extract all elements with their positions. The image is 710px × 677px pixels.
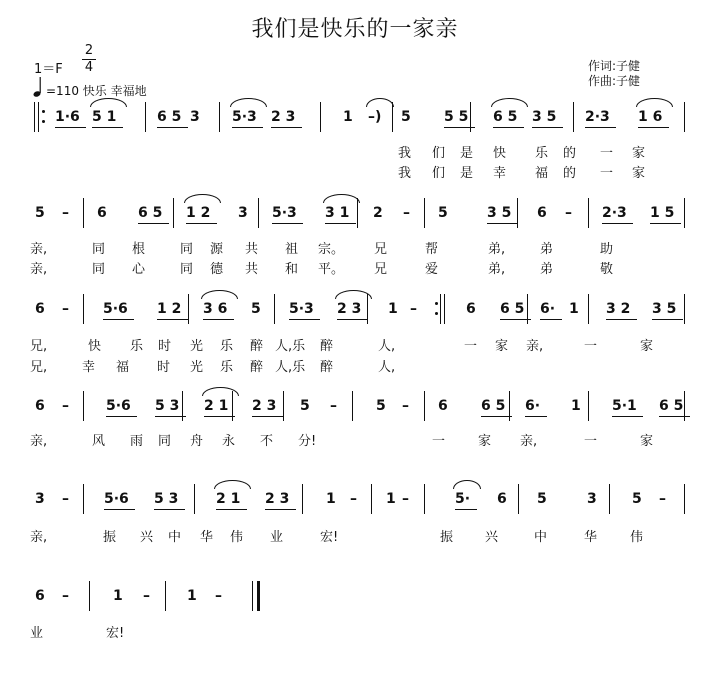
key-signature: 1＝F	[34, 62, 63, 77]
note: 2 3	[265, 491, 290, 507]
note: 1	[113, 588, 123, 604]
lyric: 同	[158, 434, 172, 449]
lyric: 一	[584, 339, 598, 354]
note: 2 1	[204, 398, 229, 414]
note: 6·	[540, 301, 556, 317]
lyric: 雨	[130, 434, 144, 449]
lyric: 人,乐	[275, 339, 306, 354]
lyric: 乐	[130, 339, 144, 354]
lyric: 们	[432, 166, 446, 181]
note: 2 3	[271, 109, 296, 125]
bar-line	[34, 102, 35, 132]
composer-credit: 作曲:子健	[588, 74, 641, 88]
lyric: 快	[88, 339, 102, 354]
slur	[366, 98, 394, 107]
lyric: 弟	[540, 262, 554, 277]
eighth-beam	[602, 223, 633, 224]
lyric: 不	[260, 434, 274, 449]
eighth-beam	[138, 223, 169, 224]
bar-line	[320, 102, 321, 132]
note: 5·6	[106, 398, 131, 414]
note: –	[403, 205, 410, 221]
note: –	[143, 588, 150, 604]
note: 3 5	[487, 205, 512, 221]
bar-line	[145, 102, 146, 132]
slur	[636, 98, 673, 107]
eighth-beam	[55, 127, 86, 128]
lyric: 我	[398, 146, 412, 161]
note: –	[402, 491, 409, 507]
note: 6	[497, 491, 507, 507]
lyric: 的	[563, 146, 577, 161]
lyric: 亲,	[30, 262, 48, 277]
bar-line	[258, 198, 259, 228]
note: 2 3	[252, 398, 277, 414]
lyric: 心	[132, 262, 146, 277]
note: 3 5	[652, 301, 677, 317]
eighth-beam	[532, 127, 563, 128]
eighth-beam	[455, 509, 477, 510]
note: 1	[326, 491, 336, 507]
note: –	[62, 205, 69, 221]
lyricist-credit: 作词:子健	[588, 59, 641, 73]
bar-line	[188, 294, 189, 324]
note: 5	[438, 205, 448, 221]
lyric: 是	[460, 166, 474, 181]
lyric: 亲,	[526, 339, 544, 354]
note: 3 2	[606, 301, 631, 317]
lyric: 亲,	[30, 530, 48, 545]
lyric: 同	[92, 242, 106, 257]
eighth-beam	[325, 223, 356, 224]
note: 5	[35, 205, 45, 221]
note: 6	[35, 588, 45, 604]
bar-line	[684, 391, 685, 421]
note: 5	[376, 398, 386, 414]
song-title: 我们是快乐的一家亲	[251, 17, 459, 42]
lyric: 亲,	[520, 434, 538, 449]
note: 1	[388, 301, 398, 317]
bar-line	[517, 198, 518, 228]
slur	[184, 194, 221, 203]
lyric: 光	[190, 360, 204, 375]
eighth-beam	[204, 416, 235, 417]
note: 3	[190, 109, 200, 125]
eighth-beam	[638, 127, 669, 128]
note: 1	[386, 491, 396, 507]
lyric: 兴	[485, 530, 499, 545]
slur	[214, 480, 251, 489]
lyric: 弟,	[488, 262, 506, 277]
lyric: 我	[398, 166, 412, 181]
lyric: 宏!	[106, 626, 125, 641]
bar-line	[252, 581, 253, 611]
lyric: 共	[245, 262, 259, 277]
eighth-beam	[265, 509, 296, 510]
eighth-beam	[650, 223, 681, 224]
note: 2 3	[337, 301, 362, 317]
bar-line	[38, 102, 39, 132]
lyric: 一	[584, 434, 598, 449]
lyric: 一	[600, 166, 614, 181]
bar-line	[424, 391, 425, 421]
eighth-beam	[289, 319, 320, 320]
bar-line	[283, 391, 284, 421]
note: 5 1	[92, 109, 117, 125]
bar-line	[588, 294, 589, 324]
note: 3	[35, 491, 45, 507]
eighth-beam	[216, 509, 247, 510]
note: 1	[187, 588, 197, 604]
eighth-beam	[652, 319, 683, 320]
tempo-marking: =110 快乐 幸福地	[46, 84, 147, 98]
note: 1 2	[157, 301, 182, 317]
bar-line	[518, 484, 519, 514]
bar-line	[684, 102, 685, 132]
lyric: 家	[632, 146, 646, 161]
lyric: 是	[460, 146, 474, 161]
note: 2·3	[585, 109, 610, 125]
slur	[323, 194, 360, 203]
lyric: 亲,	[30, 242, 48, 257]
eighth-beam	[203, 319, 234, 320]
lyric: 家	[632, 166, 646, 181]
bar-line	[609, 484, 610, 514]
lyric: 和	[285, 262, 299, 277]
note: 1 2	[186, 205, 211, 221]
repeat-dot	[435, 302, 438, 305]
lyric: 一	[432, 434, 446, 449]
slur	[491, 98, 528, 107]
note: 1 6	[638, 109, 663, 125]
note: –	[659, 491, 666, 507]
lyric: 的	[563, 166, 577, 181]
bar-line	[219, 102, 220, 132]
bar-line	[352, 391, 353, 421]
note: –	[62, 491, 69, 507]
eighth-beam	[157, 127, 188, 128]
lyric: 兄	[374, 262, 388, 277]
note: –	[565, 205, 572, 221]
bar-line	[302, 484, 303, 514]
note: 6	[537, 205, 547, 221]
bar-line	[470, 102, 471, 132]
slur	[201, 290, 238, 299]
note: 5 3	[155, 398, 180, 414]
lyric: 德	[210, 262, 224, 277]
lyric: 乐	[220, 339, 234, 354]
lyric: 亲,	[30, 434, 48, 449]
bar-line	[194, 484, 195, 514]
lyric: 家	[640, 434, 654, 449]
time-signature	[82, 44, 96, 75]
lyric: 同	[180, 242, 194, 257]
lyric: 同	[180, 262, 194, 277]
lyric: 们	[432, 146, 446, 161]
bar-line	[684, 294, 685, 324]
note: 5	[251, 301, 261, 317]
bar-line	[173, 198, 174, 228]
eighth-beam	[103, 319, 134, 320]
note: 1 5	[650, 205, 675, 221]
lyric: 中	[534, 530, 548, 545]
note: –	[402, 398, 409, 414]
bar-line	[83, 198, 84, 228]
lyric: 风	[92, 434, 106, 449]
eighth-beam	[337, 319, 368, 320]
lyric: 伟	[230, 530, 244, 545]
bar-line	[684, 198, 685, 228]
note: –	[350, 491, 357, 507]
note: 6 5	[481, 398, 506, 414]
eighth-beam	[487, 223, 518, 224]
note: 6 5	[659, 398, 684, 414]
note: 5	[632, 491, 642, 507]
lyric: 振	[103, 530, 117, 545]
note: 1	[571, 398, 581, 414]
note: –	[215, 588, 222, 604]
lyric: 宗。	[318, 242, 345, 257]
lyric: 弟,	[488, 242, 506, 257]
lyric: 根	[132, 242, 146, 257]
lyric: 业	[270, 530, 284, 545]
lyric: 光	[190, 339, 204, 354]
bar-line	[573, 102, 574, 132]
lyric: 乐	[220, 360, 234, 375]
lyric: 幸	[493, 166, 507, 181]
lyric: 快	[493, 146, 507, 161]
eighth-beam	[606, 319, 637, 320]
slur	[202, 387, 239, 396]
lyric: 华	[200, 530, 214, 545]
note: 6	[97, 205, 107, 221]
bar-line	[89, 581, 90, 611]
bar-line	[165, 581, 166, 611]
note: 6	[35, 301, 45, 317]
note: –	[62, 588, 69, 604]
lyric: 同	[92, 262, 106, 277]
lyric: 幸	[82, 360, 96, 375]
lyric: 兴	[140, 530, 154, 545]
time-signature-top: 2	[84, 43, 94, 58]
lyric: 敬	[600, 262, 614, 277]
eighth-beam	[493, 127, 524, 128]
eighth-beam	[659, 416, 690, 417]
lyric: 宏!	[320, 530, 339, 545]
eighth-beam	[540, 319, 562, 320]
bar-line	[684, 484, 685, 514]
bar-line	[588, 391, 589, 421]
lyric: 弟	[540, 242, 554, 257]
repeat-dot	[42, 120, 45, 123]
note: –	[62, 301, 69, 317]
eighth-beam	[272, 223, 303, 224]
eighth-beam	[252, 416, 283, 417]
bar-line	[588, 198, 589, 228]
note: 1	[569, 301, 579, 317]
lyric: 醉	[320, 339, 334, 354]
note: 1	[343, 109, 353, 125]
lyric: 分!	[298, 434, 317, 449]
lyric: 业	[30, 626, 44, 641]
bar-line	[444, 294, 445, 324]
repeat-dot	[435, 312, 438, 315]
lyric: 人,	[378, 360, 396, 375]
eighth-beam	[92, 127, 123, 128]
eighth-beam	[186, 223, 217, 224]
note: 6	[438, 398, 448, 414]
lyric: 家	[640, 339, 654, 354]
note: 6 5	[157, 109, 182, 125]
lyric: 人,	[378, 339, 396, 354]
note: 5·3	[272, 205, 297, 221]
bar-line	[83, 294, 84, 324]
lyric: 振	[440, 530, 454, 545]
lyric: 一	[600, 146, 614, 161]
eighth-beam	[525, 416, 547, 417]
note: 5	[537, 491, 547, 507]
note: 5	[300, 398, 310, 414]
eighth-beam	[585, 127, 616, 128]
lyric: 共	[245, 242, 259, 257]
lyric: 时	[158, 339, 172, 354]
note: 2·3	[602, 205, 627, 221]
note: 3	[587, 491, 597, 507]
eighth-beam	[271, 127, 302, 128]
note: 3 6	[203, 301, 228, 317]
bar-line	[527, 294, 528, 324]
bar-line	[257, 581, 260, 611]
note: 5·6	[103, 301, 128, 317]
note: 6 5	[138, 205, 163, 221]
bar-line	[274, 294, 275, 324]
lyric: 中	[168, 530, 182, 545]
lyric: 祖	[285, 242, 299, 257]
lyric: 家	[495, 339, 509, 354]
slur	[335, 290, 372, 299]
bar-line	[83, 391, 84, 421]
lyric: 舟	[190, 434, 204, 449]
note: 5·3	[232, 109, 257, 125]
eighth-beam	[104, 509, 135, 510]
note: 6	[35, 398, 45, 414]
repeat-dot	[42, 110, 45, 113]
lyric: 华	[584, 530, 598, 545]
lyric: 醉	[250, 360, 264, 375]
lyric: 兄	[374, 242, 388, 257]
lyric: 兄,	[30, 360, 48, 375]
eighth-beam	[481, 416, 512, 417]
note: 6 5	[500, 301, 525, 317]
bar-line	[424, 484, 425, 514]
eighth-beam	[232, 127, 263, 128]
eighth-beam	[106, 416, 137, 417]
note: 3 1	[325, 205, 350, 221]
slur	[453, 480, 481, 489]
note: 6·	[525, 398, 541, 414]
bar-line	[371, 484, 372, 514]
lyric: 助	[600, 242, 614, 257]
lyric: 一	[464, 339, 478, 354]
note: 6	[466, 301, 476, 317]
lyric: 醉	[250, 339, 264, 354]
lyric: 兄,	[30, 339, 48, 354]
note: 5·3	[289, 301, 314, 317]
slur	[90, 98, 127, 107]
note: 5 5	[444, 109, 469, 125]
lyric: 帮	[425, 242, 439, 257]
note: –	[330, 398, 337, 414]
lyric: 伟	[630, 530, 644, 545]
bar-line	[440, 294, 441, 324]
note: 5 3	[154, 491, 179, 507]
lyric: 乐	[535, 146, 549, 161]
lyric: 家	[478, 434, 492, 449]
note: 5	[401, 109, 411, 125]
eighth-beam	[612, 416, 643, 417]
bar-line	[424, 198, 425, 228]
note: 6 5	[493, 109, 518, 125]
note: 5·6	[104, 491, 129, 507]
note: 3 5	[532, 109, 557, 125]
note: 5·	[455, 491, 471, 507]
note: 2 1	[216, 491, 241, 507]
lyric: 爱	[425, 262, 439, 277]
eighth-beam	[154, 509, 185, 510]
bar-line	[509, 391, 510, 421]
note: 3	[238, 205, 248, 221]
lyric: 福	[116, 360, 130, 375]
lyric: 源	[210, 242, 224, 257]
lyric: 时	[157, 360, 171, 375]
bar-line	[83, 484, 84, 514]
note: –)	[368, 109, 382, 125]
eighth-beam	[157, 319, 188, 320]
lyric: 醉	[320, 360, 334, 375]
quarter-note-icon	[33, 76, 44, 98]
note: 5·1	[612, 398, 637, 414]
slur	[230, 98, 267, 107]
note: –	[410, 301, 417, 317]
lyric: 人,乐	[275, 360, 306, 375]
lyric: 福	[535, 166, 549, 181]
note: 1·6	[55, 109, 80, 125]
note: 2	[373, 205, 383, 221]
lyric: 永	[222, 434, 236, 449]
note: –	[62, 398, 69, 414]
lyric: 平。	[318, 262, 345, 277]
bar-line	[182, 391, 183, 421]
time-signature-bottom: 4	[84, 60, 94, 75]
